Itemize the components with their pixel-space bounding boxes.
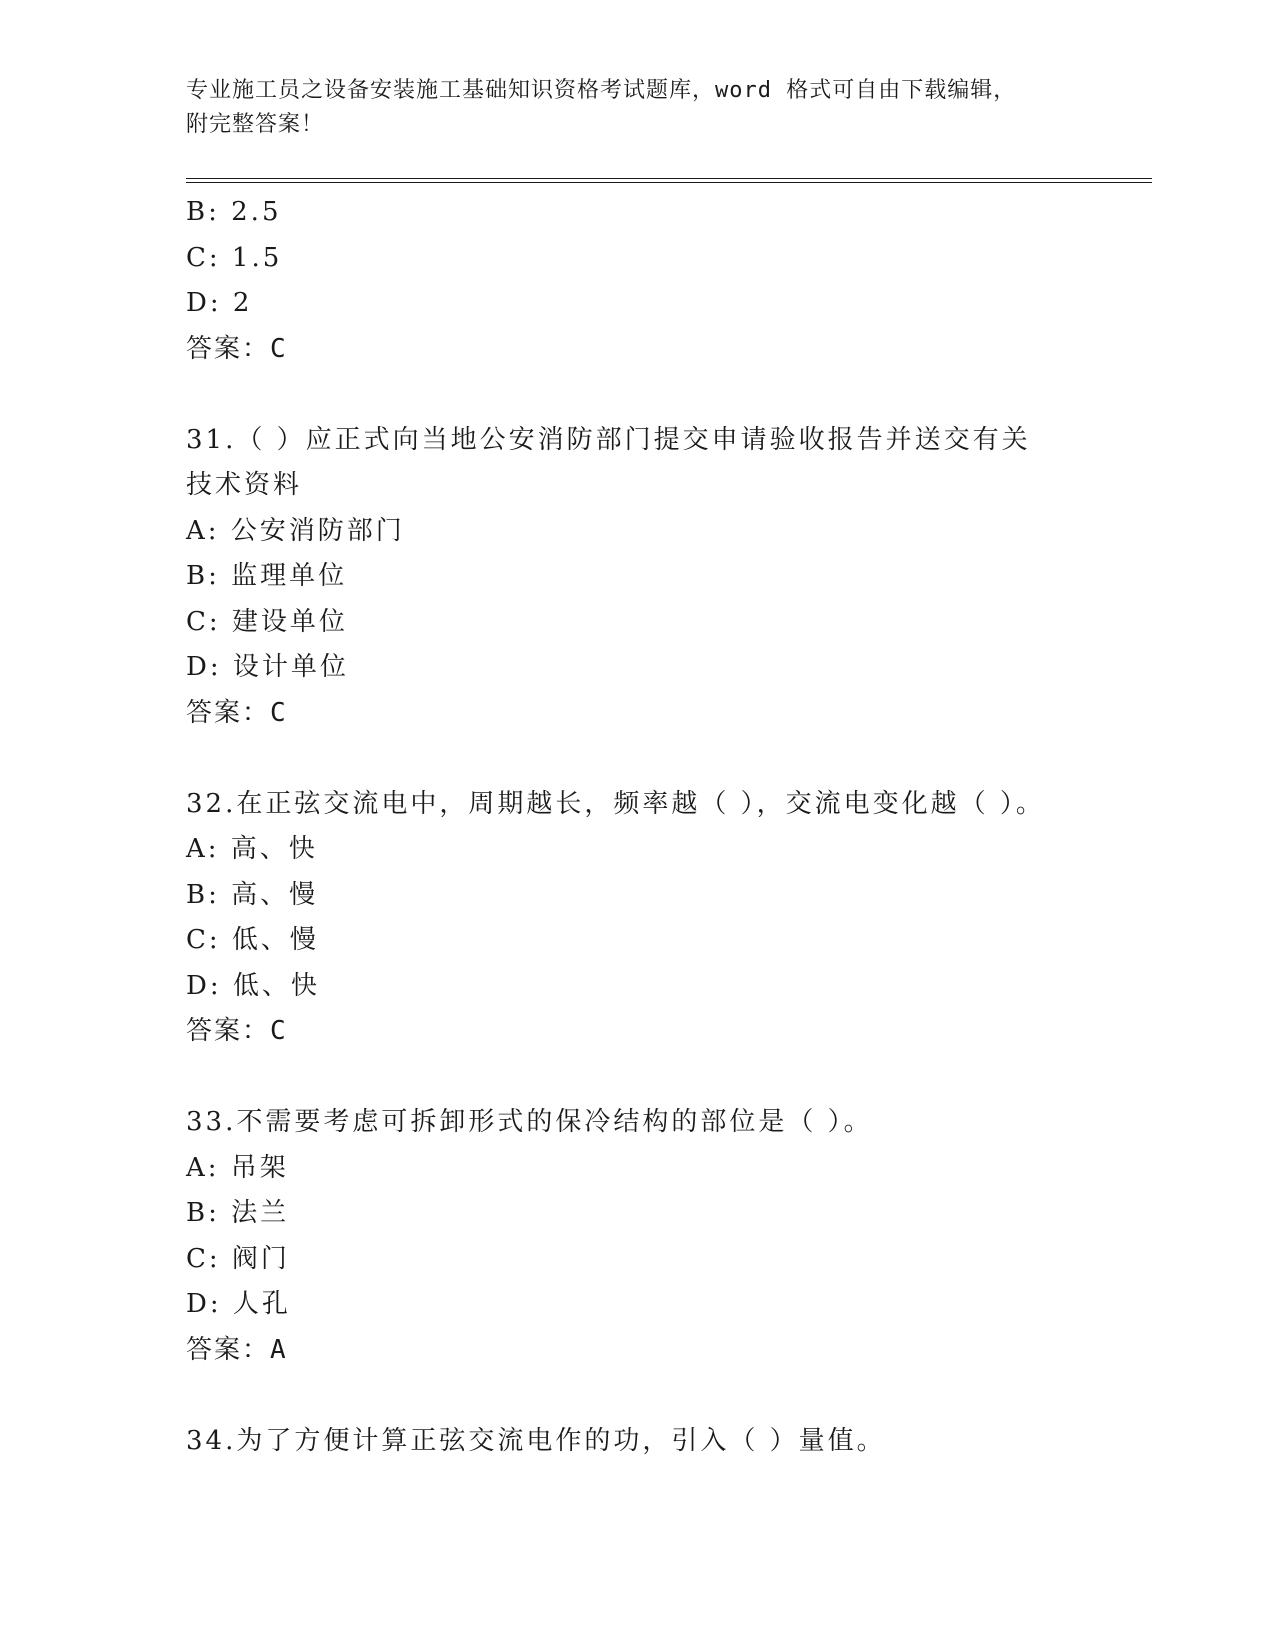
option-a: A: 吊架	[186, 1152, 289, 1183]
header-divider-bottom	[186, 182, 1152, 183]
option-c: C: 阀门	[186, 1243, 290, 1274]
answer: 答案：C	[186, 697, 288, 728]
answer: 答案：C	[186, 1016, 288, 1046]
question-text: 33.不需要考虑可拆卸形式的保冷结构的部位是（ ）。	[186, 1107, 873, 1137]
option-d: D: 人孔	[186, 1289, 291, 1319]
option-b: B: 监理单位	[186, 561, 348, 591]
question-text: 31.（ ）应正式向当地公安消防部门提交申请验收报告并送交有关技术资料	[186, 424, 1031, 500]
option-d: D: 低、快	[186, 970, 320, 1001]
option-a: A: 公安消防部门	[186, 515, 405, 546]
option-b: B: 法兰	[186, 1198, 290, 1228]
question-31	[186, 418, 1086, 737]
option-c: C: 低、慢	[186, 925, 319, 955]
option-c: C: 1.5	[186, 242, 283, 273]
question-list	[186, 190, 1086, 1464]
question-32	[186, 782, 1086, 1055]
partial-question	[186, 190, 1086, 372]
header-title-line-2: 附完整答案！	[186, 112, 325, 137]
question-text: 32.在正弦交流电中，周期越长，频率越（ ），交流电变化越（ ）。	[186, 788, 1045, 819]
question-text: 34.为了方便计算正弦交流电作的功，引入（ ）量值。	[186, 1425, 886, 1456]
option-a: A: 高、快	[186, 834, 318, 864]
document-header	[186, 74, 1086, 142]
header-divider-top	[186, 178, 1152, 179]
header-title-line-1: 专业施工员之设备安装施工基础知识资格考试题库，word 格式可自由下载编辑，	[186, 78, 1017, 103]
answer: 答案：A	[186, 1334, 288, 1365]
option-d: D: 2	[186, 288, 253, 318]
question-34	[186, 1419, 1086, 1465]
option-d: D: 设计单位	[186, 652, 349, 682]
question-33	[186, 1100, 1086, 1373]
option-b: B: 高、慢	[186, 879, 319, 910]
option-c: C: 建设单位	[186, 606, 348, 637]
answer: 答案：C	[186, 333, 288, 364]
option-b: B: 2.5	[186, 197, 282, 227]
